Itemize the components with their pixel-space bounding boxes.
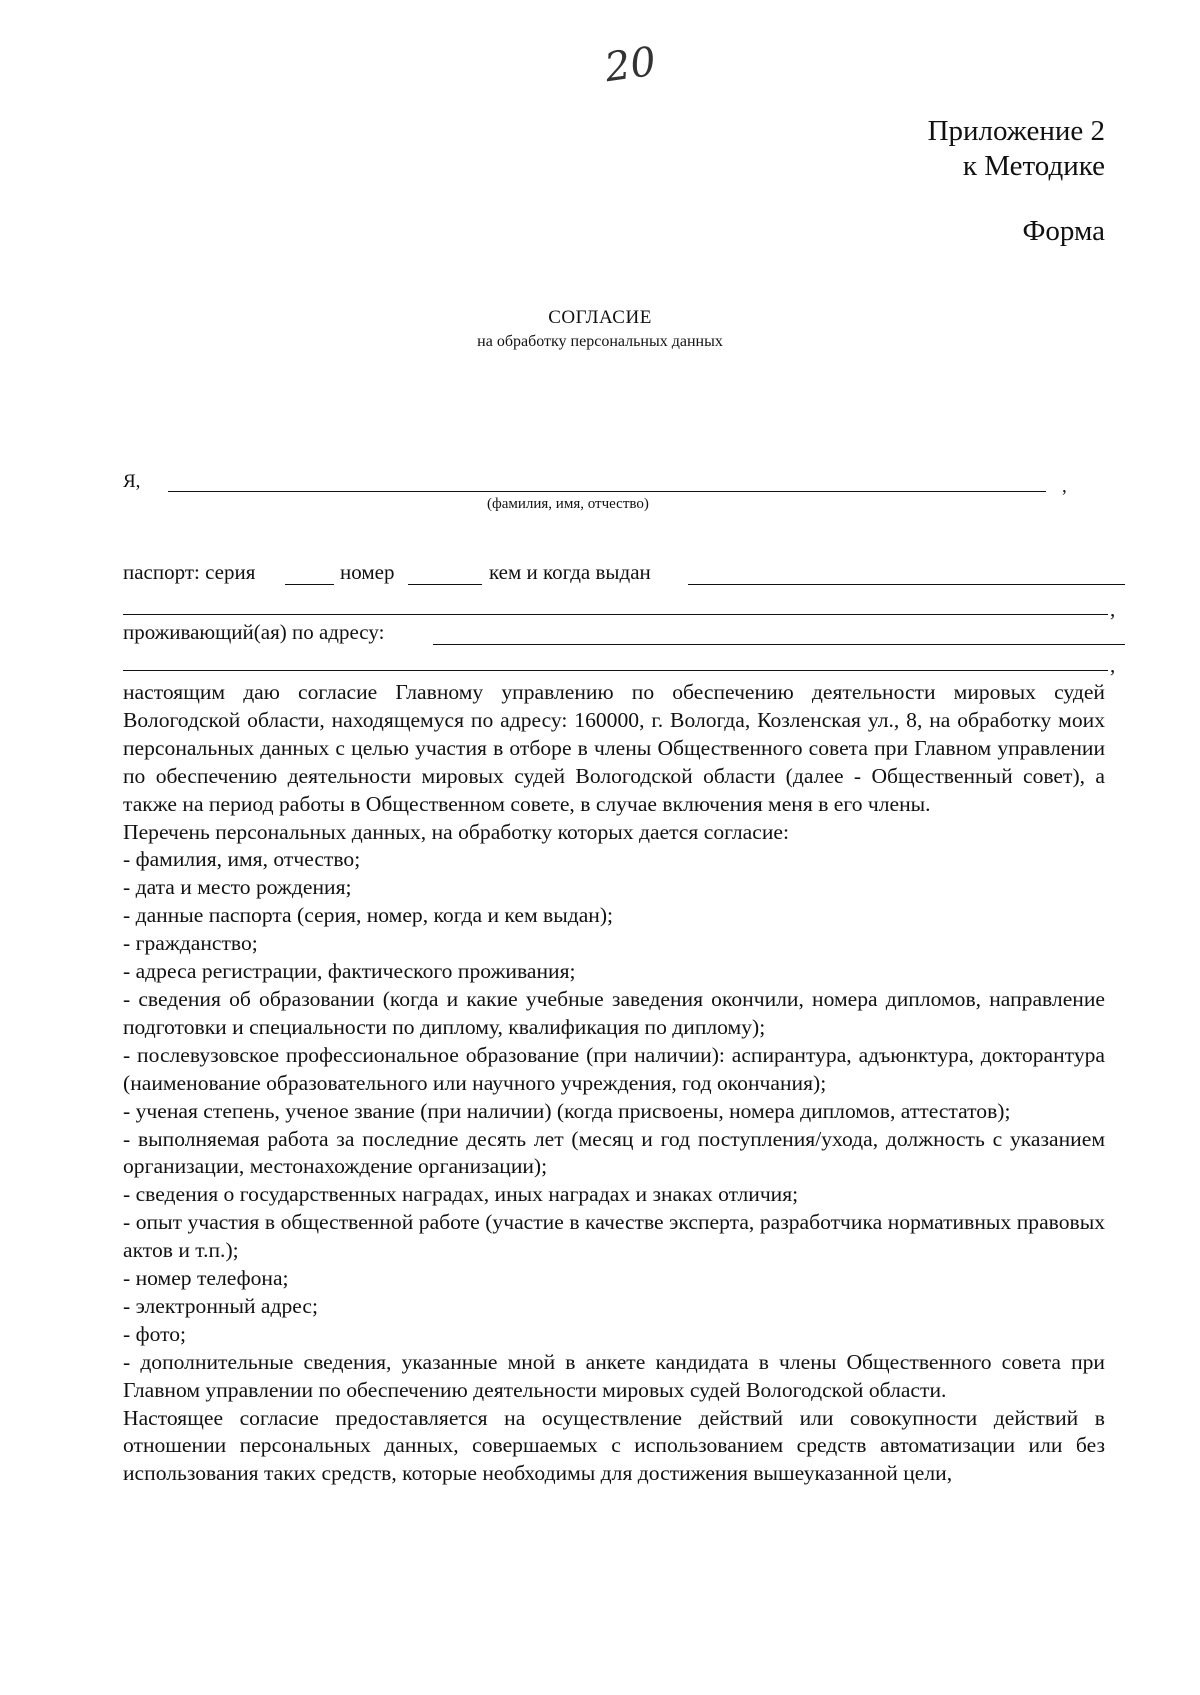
list-item: - фото; <box>123 1321 187 1346</box>
address-label: проживающий(ая) по адресу: <box>123 620 385 644</box>
list-item: - данные паспорта (серия, номер, когда и кем выдан); <box>123 903 614 928</box>
list-item: - послевузовское профессиональное образование (при наличии): аспирантура, адъюнктура, докторантура (наименование образовательного или научного учреждения, год окончания); <box>123 1042 1105 1095</box>
passport-number-field[interactable] <box>408 584 482 585</box>
consent-body <box>123 679 1105 1488</box>
list-item: - ученая степень, ученое звание (при наличии) (когда присвоены, номера дипломов, аттестатов); <box>123 1098 1011 1123</box>
passport-series-label: паспорт: серия <box>123 560 256 584</box>
address-comma: , <box>1110 653 1116 677</box>
passport-number-label: номер <box>340 560 395 584</box>
list-item: - дополнительные сведения, указанные мной в анкете кандидата в члены Общественного совета при Главном управлении по обеспечению деятельности мировых судей Вологодской области. <box>123 1349 1105 1402</box>
passport-issued-field[interactable] <box>688 584 1125 585</box>
passport-comma: , <box>1110 597 1116 621</box>
address-field[interactable] <box>433 644 1125 645</box>
address-field-cont[interactable] <box>123 670 1108 671</box>
consent-paragraph: настоящим даю согласие Главному управлению по обеспечению деятельности мировых судей Вологодской области, находящемуся по адресу: 160000, г. Вологда, Козленская ул., 8, на обработку моих персональных данных с целью участия в отборе в члены Общественного совета при Главном управлении по обеспечению деятельности мировых судей Вологодской области (далее - Общественный совет), а также на период работы в Общественном совете, в случае включения меня в его члены. <box>123 680 1105 816</box>
list-item: - адреса регистрации, фактического проживания; <box>123 959 576 984</box>
list-item: - дата и место рождения; <box>123 875 352 900</box>
list-item: - гражданство; <box>123 931 258 956</box>
fio-field-line[interactable] <box>168 491 1046 492</box>
fio-comma: , <box>1062 476 1067 497</box>
list-item: - номер телефона; <box>123 1266 289 1291</box>
list-item: - опыт участия в общественной работе (участие в качестве эксперта, разработчика нормативных правовых актов и т.п.); <box>123 1210 1105 1263</box>
i-label: Я, <box>123 471 141 492</box>
passport-issued-field-cont[interactable] <box>123 614 1108 615</box>
final-paragraph: Настоящее согласие предоставляется на осуществление действий или совокупности действий в отношении персональных данных, совершаемых с использованием средств автоматизации или без использования таких средств, которые необходимы для достижения вышеуказанной цели, <box>123 1405 1105 1486</box>
handwritten-page-number: 20 <box>602 38 659 92</box>
appendix-label: Приложение 2 <box>927 115 1105 147</box>
document-subtitle: на обработку персональных данных <box>477 333 723 350</box>
appendix-method-label: к Методике <box>962 150 1105 182</box>
document-title: СОГЛАСИЕ <box>548 307 652 328</box>
list-item: - сведения о государственных наградах, иных наградах и знаках отличия; <box>123 1182 799 1207</box>
list-item: - фамилия, имя, отчество; <box>123 847 361 872</box>
list-item: - сведения об образовании (когда и какие учебные заведения окончили, номера дипломов, направление подготовки и специальности по диплому, квалификация по диплому); <box>123 986 1105 1039</box>
form-label: Форма <box>1022 215 1105 247</box>
passport-series-field[interactable] <box>285 584 334 585</box>
list-item: - выполняемая работа за последние десять лет (месяц и год поступления/ухода, должность с указанием организации, местонахождение организации); <box>123 1126 1105 1179</box>
list-item: - электронный адрес; <box>123 1293 318 1318</box>
passport-issued-label: кем и когда выдан <box>489 560 651 584</box>
fio-caption: (фамилия, имя, отчество) <box>487 496 649 512</box>
data-list-heading: Перечень персональных данных, на обработку которых дается согласие: <box>123 819 789 844</box>
